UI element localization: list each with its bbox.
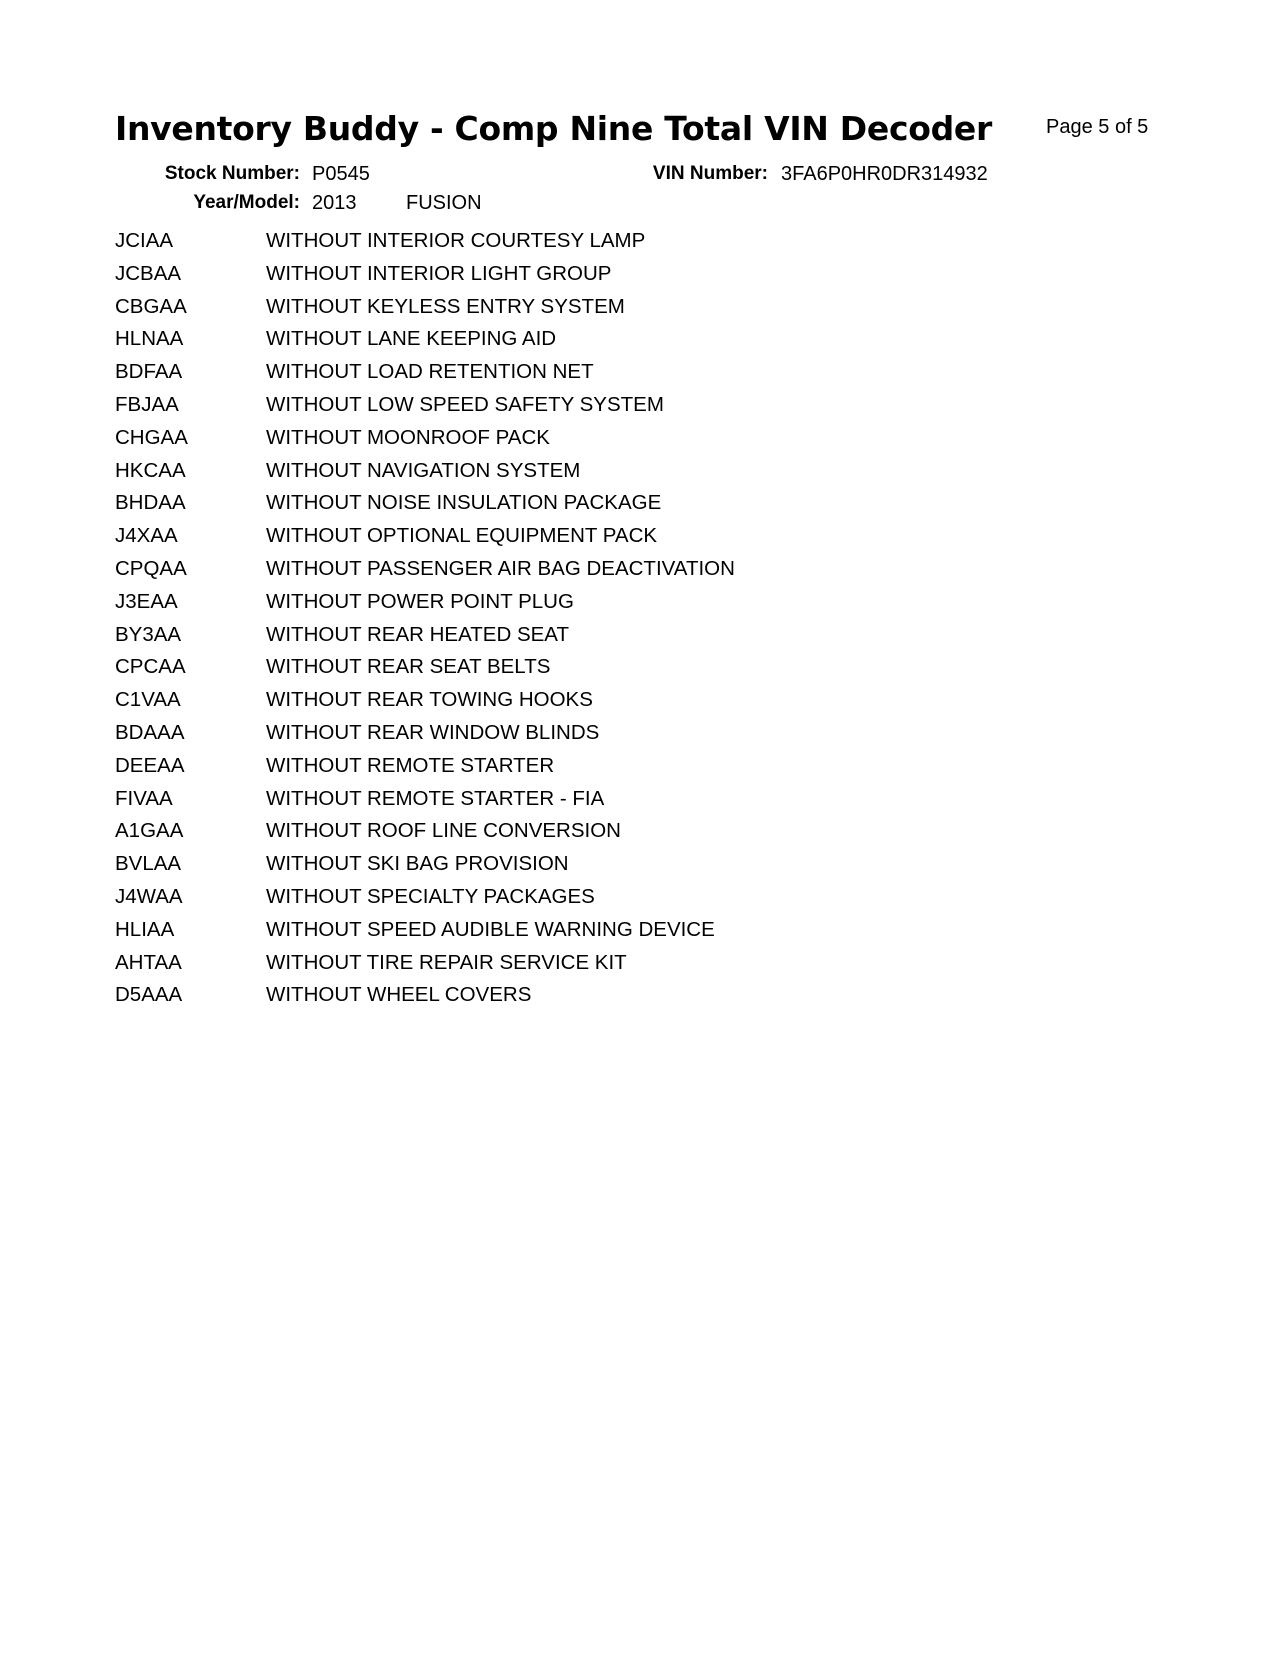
list-item [115,852,735,885]
stock-number-value: P0545 [312,163,370,185]
list-item [115,393,735,426]
option-description: WITHOUT LOW SPEED SAFETY SYSTEM [266,392,664,416]
option-code: CHGAA [115,425,188,449]
option-code: C1VAA [115,688,181,712]
option-code: FIVAA [115,786,173,810]
stock-number-label: Stock Number: [164,163,300,184]
option-description: WITHOUT INTERIOR COURTESY LAMP [266,229,646,252]
vin-number-value: 3FA6P0HR0DR314932 [781,163,988,185]
list-item [115,459,735,492]
option-code: BDFAA [115,360,183,384]
option-code: J3EAA [115,589,178,613]
option-description: WITHOUT KEYLESS ENTRY SYSTEM [266,294,625,318]
option-code: DEEAA [115,753,185,777]
option-code: HLIAA [115,917,175,941]
option-code: BY3AA [115,622,182,646]
option-description: WITHOUT INTERIOR LIGHT GROUP [266,261,612,285]
list-item [115,819,735,852]
list-item [115,655,735,688]
list-item [115,754,735,787]
option-description: WITHOUT SPECIALTY PACKAGES [266,884,595,908]
option-code: CPCAA [115,655,186,679]
option-code: HLNAA [115,327,184,351]
list-item [115,327,735,360]
option-code: BVLAA [115,852,182,876]
list-item [115,688,735,721]
list-item [115,721,735,754]
model-value: FUSION [406,192,482,214]
list-item [115,524,735,557]
list-item [115,918,735,951]
option-description: WITHOUT REMOTE STARTER [266,753,555,777]
option-code: J4XAA [115,524,178,548]
list-item [115,426,735,459]
option-code: JCIAA [115,229,174,252]
option-code: BDAAA [115,720,185,744]
list-item [115,295,735,328]
option-code-list [115,229,735,1016]
option-code: JCBAA [115,261,182,285]
list-item [115,491,735,524]
option-code: FBJAA [115,392,179,416]
list-item [115,787,735,820]
list-item [115,590,735,623]
year-model-label: Year/Model: [193,192,300,213]
list-item [115,360,735,393]
option-description: WITHOUT PASSENGER AIR BAG DEACTIVATION [266,556,735,580]
option-description: WITHOUT REAR HEATED SEAT [266,622,569,646]
option-description: WITHOUT NAVIGATION SYSTEM [266,458,581,482]
list-item [115,983,735,1016]
option-description: WITHOUT WHEEL COVERS [266,983,532,1007]
option-description: WITHOUT REAR SEAT BELTS [266,655,551,679]
option-description: WITHOUT REAR TOWING HOOKS [266,688,593,712]
list-item [115,262,735,295]
option-description: WITHOUT OPTIONAL EQUIPMENT PACK [266,524,658,548]
option-description: WITHOUT NOISE INSULATION PACKAGE [266,491,662,515]
option-description: WITHOUT REMOTE STARTER - FIA [266,786,605,810]
option-code: BHDAA [115,491,186,515]
option-description: WITHOUT LANE KEEPING AID [266,327,557,351]
option-description: WITHOUT SPEED AUDIBLE WARNING DEVICE [266,917,715,941]
list-item [115,557,735,590]
list-item [115,951,735,984]
option-description: WITHOUT POWER POINT PLUG [266,589,574,613]
year-value: 2013 [312,192,357,214]
document-title: Inventory Buddy - Comp Nine Total VIN Decoder [115,109,992,148]
vin-number-label: VIN Number: [652,163,768,184]
option-code: D5AAA [115,983,183,1007]
option-description: WITHOUT TIRE REPAIR SERVICE KIT [266,950,627,974]
option-description: WITHOUT SKI BAG PROVISION [266,852,569,876]
list-item [115,623,735,656]
page-indicator: Page 5 of 5 [1046,116,1149,138]
list-item [115,885,735,918]
option-code: J4WAA [115,884,183,908]
option-description: WITHOUT REAR WINDOW BLINDS [266,720,600,744]
option-description: WITHOUT ROOF LINE CONVERSION [266,819,621,843]
option-code: HKCAA [115,458,186,482]
option-code: AHTAA [115,950,182,974]
option-code: CBGAA [115,294,187,318]
option-description: WITHOUT MOONROOF PACK [266,425,550,449]
option-code: CPQAA [115,556,187,580]
list-item [115,229,735,262]
option-code: A1GAA [115,819,184,843]
option-description: WITHOUT LOAD RETENTION NET [266,360,594,384]
